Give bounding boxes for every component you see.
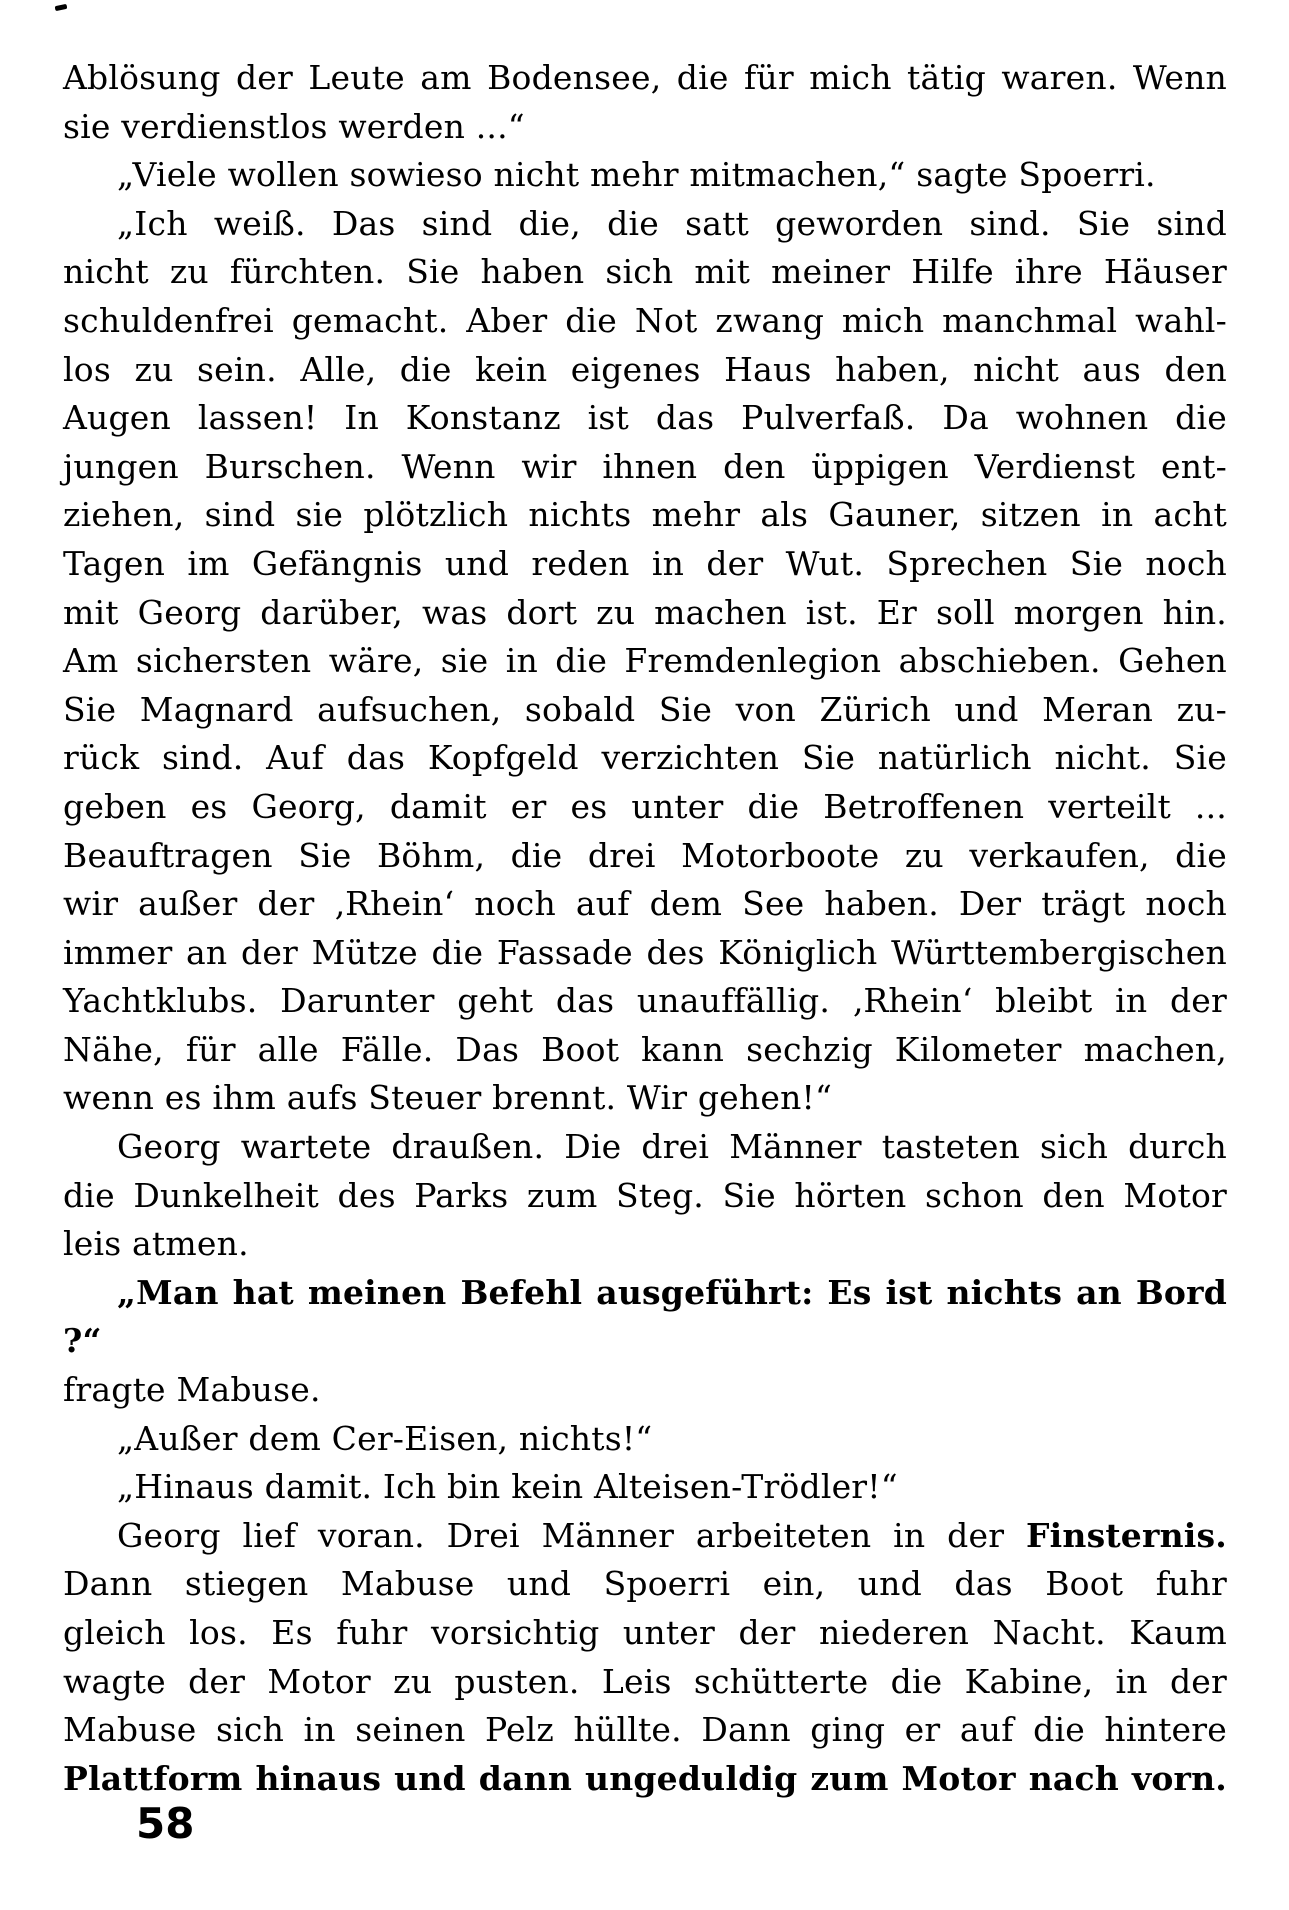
text-line: los zu sein. Alle, die kein eigenes Haus haben, nicht aus den [63, 349, 1227, 389]
text-line: Augen lassen! In Konstanz ist das Pulverfaß. Da wohnen die [63, 398, 1227, 438]
text-line: Nähe, für alle Fälle. Das Boot kann sechzig Kilometer machen, [63, 1029, 1227, 1069]
text-line-emphasis: Plattform hinaus und dann ungeduldig zum Motor nach vorn. [63, 1758, 1227, 1798]
text-line: rück sind. Auf das Kopfgeld verzichten Sie natürlich nicht. Sie [63, 738, 1227, 778]
text-line: fragte Mabuse. [63, 1370, 321, 1410]
text-line: Mabuse sich in seinen Pelz hüllte. Dann ging er auf die hintere [63, 1710, 1227, 1750]
text-line: „Hinaus damit. Ich bin kein Alteisen-Trödler!“ [117, 1467, 898, 1507]
text-line: Ablösung der Leute am Bodensee, die für mich tätig waren. Wenn [63, 58, 1227, 97]
text-line: Tagen im Gefängnis und reden in der Wut. Sprechen Sie noch [63, 543, 1227, 583]
text-line: Am sichersten wäre, sie in die Fremdenlegion abschieben. Gehen [63, 641, 1227, 681]
text-line: ziehen, sind sie plötzlich nichts mehr als Gauner, sitzen in acht [63, 495, 1227, 535]
text-line: leis atmen. [63, 1224, 249, 1264]
text-line: Sie Magnard aufsuchen, sobald Sie von Zürich und Meran zu- [63, 689, 1227, 729]
text-line: nicht zu fürchten. Sie haben sich mit meiner Hilfe ihre Häuser [63, 252, 1227, 292]
text-line: „Viele wollen sowieso nicht mehr mitmachen,“ sagte Spoerri. [117, 155, 1156, 195]
text-line: Yachtklubs. Darunter geht das unauffällig. ‚Rhein‘ bleibt in der [63, 981, 1227, 1021]
text-line: Georg wartete draußen. Die drei Männer tasteten sich durch [117, 1127, 1227, 1167]
text-line: „Außer dem Cer-Eisen, nichts!“ [117, 1418, 653, 1458]
text-line: schuldenfrei gemacht. Aber die Not zwang mich manchmal wahl- [63, 300, 1227, 340]
text-line: immer an der Mütze die Fassade des Königlich Württembergischen [63, 932, 1227, 972]
text-line: gleich los. Es fuhr vorsichtig unter der niederen Nacht. Kaum [63, 1613, 1227, 1652]
text-line: die Dunkelheit des Parks zum Steg. Sie hörten schon den Motor [63, 1175, 1227, 1215]
text-line: wir außer der ‚Rhein‘ noch auf dem See haben. Der trägt noch [63, 884, 1227, 924]
text-line [63, 1512, 1227, 1561]
text-segment-emphasis: Finsternis. [1026, 1515, 1227, 1555]
text-block [63, 54, 1227, 1803]
text-line: mit Georg darüber, was dort zu machen ist. Er soll morgen hin. [63, 592, 1227, 632]
page-number: 58 [136, 1799, 195, 1848]
text-line: wagte der Motor zu pusten. Leis schütterte die Kabine, in der [63, 1661, 1227, 1701]
text-line: „Ich weiß. Das sind die, die satt geworden sind. Sie sind [117, 203, 1227, 243]
text-line: jungen Burschen. Wenn wir ihnen den üppigen Verdienst ent- [63, 446, 1227, 486]
text-line: geben es Georg, damit er es unter die Betroffenen verteilt ... [63, 786, 1227, 826]
text-line: wenn es ihm aufs Steuer brennt. Wir gehen!“ [63, 1078, 833, 1118]
text-segment: Georg lief voran. Drei Männer arbeiteten in der [117, 1515, 1027, 1555]
text-line: Beauftragen Sie Böhm, die drei Motorboote zu verkaufen, die [63, 835, 1227, 875]
text-line: Dann stiegen Mabuse und Spoerri ein, und das Boot fuhr [63, 1564, 1227, 1604]
text-line: sie verdienstlos werden ...“ [63, 106, 525, 146]
text-line-emphasis: „Man hat meinen Befehl ausgeführt: Es ist nichts an Bord ?“ [63, 1272, 1227, 1361]
ink-speck [55, 4, 68, 11]
